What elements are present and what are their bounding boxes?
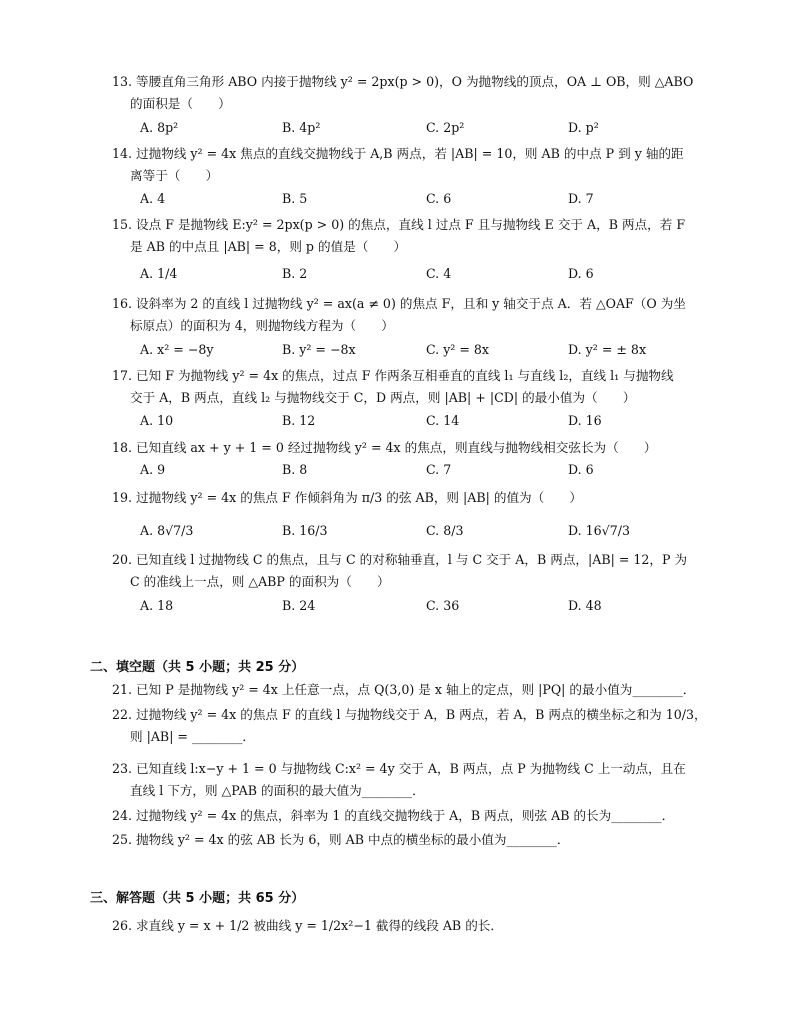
option-d: D. 48 [568,598,602,613]
option-d: D. 16√7/3 [568,523,630,538]
question-16 [112,293,702,337]
question-text: 是 AB 的中点且 |AB| = 8，则 p 的值是（ ） [130,239,407,254]
options-14 [140,189,700,211]
question-text: C 的准线上一点，则 △ABP 的面积为（ ） [130,574,390,589]
question-21 [112,679,702,701]
option-b: B. 8 [282,462,308,477]
question-text: 18. 已知直线 ax + y + 1 = 0 经过抛物线 y² = 4x 的焦点，则直线与抛物线相交弦长为（ ） [112,440,657,455]
question-23 [112,758,702,802]
option-c: C. 2p² [426,120,465,135]
question-20 [112,549,702,593]
option-a: A. 9 [140,462,166,477]
question-13 [112,71,702,115]
option-a: A. 10 [140,413,174,428]
question-15 [112,214,702,258]
option-d: D. 7 [568,191,594,206]
question-text: 则 |AB| = ________． [130,729,255,744]
question-19 [112,487,702,509]
option-d: D. y² = ± 8x [568,342,647,357]
question-text: 23. 已知直线 l:x−y + 1 = 0 与抛物线 C:x² = 4y 交于 A，B 两点，点 P 为抛物线 C 上一动点，且在 [112,761,686,776]
options-19 [140,521,700,543]
option-b: B. 16/3 [282,523,328,538]
question-text: 22. 过抛物线 y² = 4x 的焦点 F 的直线 l 与抛物线交于 A，B 两点，若 A，B 两点的横坐标之和为 10/3， [112,707,707,722]
question-22 [112,704,707,748]
option-a: A. 8p² [140,120,179,135]
options-16 [140,340,700,362]
question-text: 26. 求直线 y = x + 1/2 被曲线 y = 1/2x²−1 截得的线段 AB 的长． [112,918,503,933]
options-20 [140,596,700,618]
question-text: 14. 过抛物线 y² = 4x 焦点的直线交抛物线于 A,B 两点，若 |AB| = 10，则 AB 的中点 P 到 y 轴的距 [112,146,684,161]
option-d: D. 6 [568,266,594,281]
options-15 [140,264,700,286]
question-text: 24. 过抛物线 y² = 4x 的焦点，斜率为 1 的直线交抛物线于 A，B 两点，则弦 AB 的长为________． [112,808,675,823]
option-c: C. 36 [426,598,460,613]
option-a: A. 1/4 [140,266,178,281]
option-d: D. 16 [568,413,602,428]
options-13 [140,118,700,140]
option-c: C. y² = 8x [426,342,490,357]
question-text: 21. 已知 P 是抛物线 y² = 4x 上任意一点，点 Q(3,0) 是 x 轴上的定点，则 |PQ| 的最小值为________． [112,682,696,697]
section-title-fill-in: 二、填空题（共 5 小题；共 25 分） [90,660,305,675]
option-c: C. 4 [426,266,452,281]
question-text: 交于 A，B 两点，直线 l₂ 与抛物线交于 C，D 两点，则 |AB| + |CD| 的最小值为（ ） [130,390,636,405]
question-text: 15. 设点 F 是抛物线 E:y² = 2px(p > 0) 的焦点，直线 l 过点 F 且与抛物线 E 交于 A，B 两点，若 F [112,217,686,232]
question-14 [112,143,702,187]
question-17 [112,365,702,409]
question-text: 直线 l 下方，则 △PAB 的面积的最大值为________． [130,783,425,798]
option-b: B. 5 [282,191,308,206]
question-text: 25. 抛物线 y² = 4x 的弦 AB 长为 6，则 AB 中点的横坐标的最小值为________． [112,832,570,847]
question-text: 17. 已知 F 为抛物线 y² = 4x 的焦点，过点 F 作两条互相垂直的直线 l₁ 与直线 l₂，直线 l₁ 与抛物线 [112,368,674,383]
option-b: B. 12 [282,413,316,428]
question-25 [112,829,702,851]
question-text: 20. 已知直线 l 过抛物线 C 的焦点，且与 C 的对称轴垂直，l 与 C 交于 A，B 两点，|AB| = 12，P 为 [112,552,688,567]
question-24 [112,805,702,827]
question-text: 13. 等腰直角三角形 ABO 内接于抛物线 y² = 2px(p > 0)，O 为抛物线的顶点，OA ⊥ OB，则 △ABO [112,74,694,89]
option-c: C. 6 [426,191,452,206]
option-c: C. 14 [426,413,460,428]
question-26 [112,915,702,937]
option-a: A. 18 [140,598,174,613]
option-a: A. 8√7/3 [140,523,194,538]
option-d: D. p² [568,120,599,135]
options-17 [140,411,700,433]
question-18 [112,437,702,459]
option-b: B. y² = −8x [282,342,356,357]
option-c: C. 8/3 [426,523,464,538]
question-text: 标原点）的面积为 4，则抛物线方程为（ ） [130,318,394,333]
question-text: 离等于（ ） [130,168,219,183]
question-text: 19. 过抛物线 y² = 4x 的焦点 F 作倾斜角为 π/3 的弦 AB，则 |AB| 的值为（ ） [112,490,583,505]
option-a: A. x² = −8y [140,342,214,357]
options-18 [140,460,700,482]
option-b: B. 4p² [282,120,321,135]
option-c: C. 7 [426,462,452,477]
section-title-solve: 三、解答题（共 5 小题；共 65 分） [90,891,305,906]
question-text: 的面积是（ ） [130,96,231,111]
option-b: B. 2 [282,266,308,281]
question-text: 16. 设斜率为 2 的直线 l 过抛物线 y² = ax(a ≠ 0) 的焦点 F，且和 y 轴交于点 A．若 △OAF（O 为坐 [112,296,686,311]
option-a: A. 4 [140,191,166,206]
option-d: D. 6 [568,462,594,477]
option-b: B. 24 [282,598,316,613]
